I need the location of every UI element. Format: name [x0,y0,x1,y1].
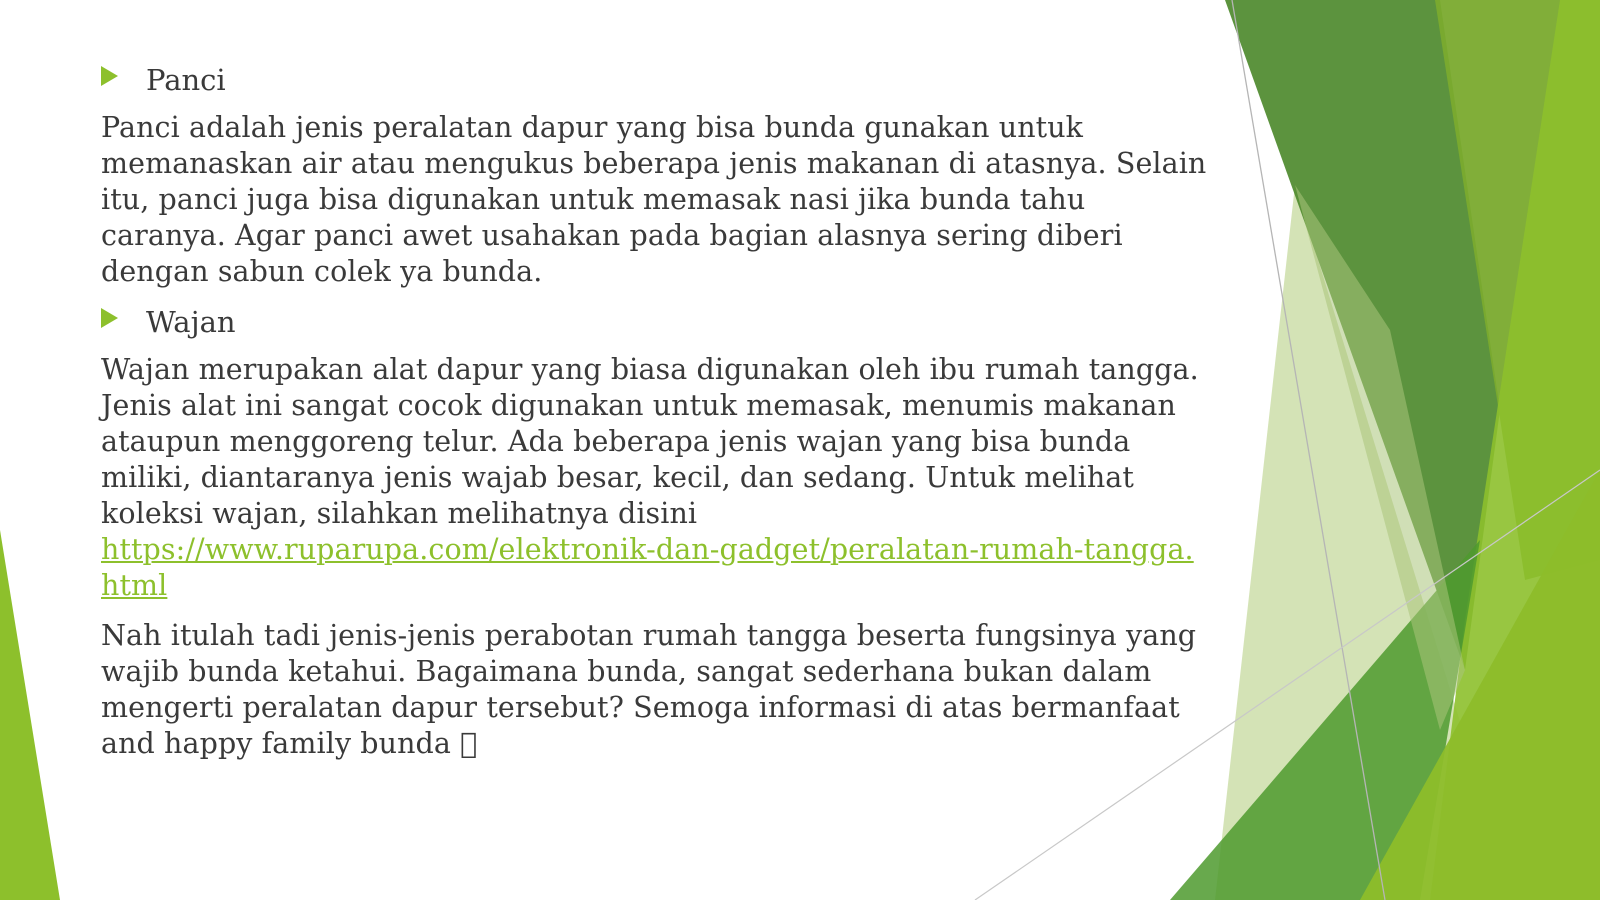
wajan-paragraph-text: Wajan merupakan alat dapur yang biasa digunakan oleh ibu rumah tangga. Jenis alat ini sangat cocok digunakan untuk memasak, menumis makanan ataupun menggoreng telur. Ada beberapa jenis wajan yang bisa bunda miliki, diantaranya jenis wajab besar, kecil, dan sedang. Untuk melihat koleksi wajan, silahkan melihatnya disini [101,353,1199,530]
triangle-bullet-icon [101,66,118,86]
panci-paragraph: Panci adalah jenis peralatan dapur yang bisa bunda gunakan untuk memanaskan air atau mengukus beberapa jenis makanan di atasnya. Selain itu, panci juga bisa digunakan untuk memasak nasi jika bunda tahu caranya. Agar panci awet usahakan pada bagian alasnya sering diberi dengan sabun colek ya bunda. [101,111,1207,288]
closing-paragraph: Nah itulah tadi jenis-jenis perabotan rumah tangga beserta fungsinya yang wajib bunda ketahui. Bagaimana bunda, sangat sederhana bukan dalam mengerti peralatan dapur tersebut? Semoga informasi di atas bermanfaat and happy family bunda [101,619,1197,760]
bullet-label: Panci [146,63,226,97]
bullet-label: Wajan [146,305,236,339]
slide-content [101,62,1211,776]
ruparupa-link[interactable]: https://www.ruparupa.com/elektronik-dan-gadget/peralatan-rumah-tangga.html [101,533,1194,602]
left-green-triangle [0,530,60,900]
bullet-wajan [101,304,1211,340]
triangle-bullet-icon [101,308,118,328]
bullet-panci [101,62,1211,98]
wajan-paragraph [101,352,1211,604]
